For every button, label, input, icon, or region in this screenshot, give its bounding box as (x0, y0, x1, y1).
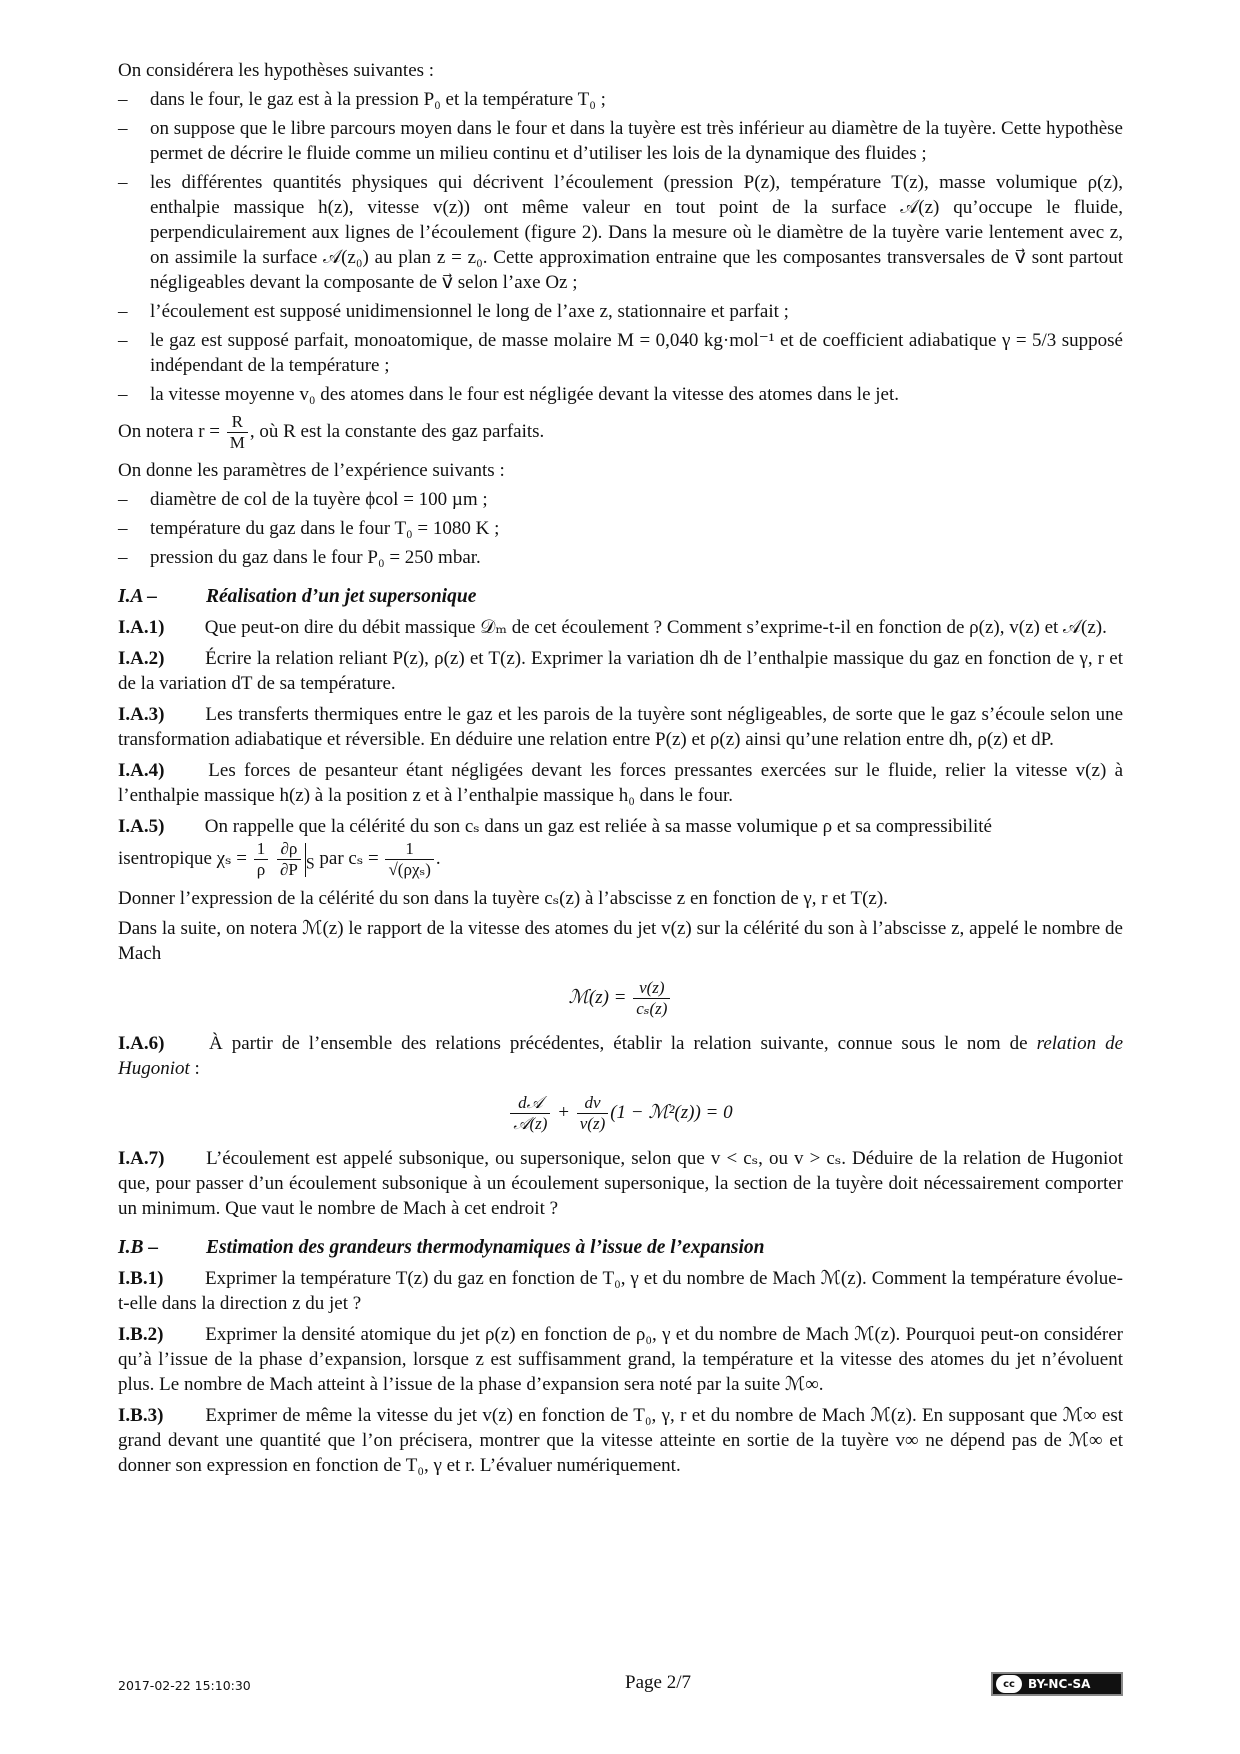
question-text: Les transferts thermiques entre le gaz et les parois de la tuyère sont négligeables, de sorte que le gaz s’écoule selon une transformation adiabatique et réversible. En déduire une relation entre P(z) et ρ(z) ainsi qu’une relation entre dh, ρ(z) et dP. (118, 704, 1123, 750)
question-text: par cₛ = (319, 847, 379, 869)
question-text: À partir de l’ensemble des relations précédentes, établir la relation suivante, connue sous le nom de (209, 1033, 1028, 1054)
question-text: isentropique χₛ = (118, 847, 247, 869)
question-text: Les forces de pesanteur étant négligées devant les forces pressantes exercées sur le fluide, relier la vitesse v(z) à l’enthalpie massique h(z) à la position z et à l’enthalpie massique h₀ dans le four. (118, 760, 1123, 806)
question-number: I.A.6) (118, 1033, 165, 1054)
section-number: I.A – (118, 586, 158, 607)
frac-num: ∂ρ (277, 839, 301, 860)
r-frac-num: R (227, 412, 248, 433)
mach-fraction (633, 978, 670, 1019)
question-b1 (118, 1266, 1123, 1316)
document-body (118, 58, 1123, 1484)
question-a4 (118, 758, 1123, 808)
question-a2 (118, 646, 1123, 696)
question-number: I.B.1) (118, 1268, 164, 1289)
frac-num: 1 (254, 839, 269, 860)
hugoniot-frac-velocity (577, 1093, 608, 1134)
question-a7 (118, 1146, 1123, 1221)
r-frac-den: M (229, 433, 245, 452)
italic-term: relation de Hugoniot (118, 1033, 1124, 1079)
license-text: BY-NC-SA (1028, 1677, 1091, 1691)
params-intro: On donne les paramètres de l’expérience suivants : (118, 460, 505, 481)
section-number: I.B – (118, 1237, 159, 1258)
mach-lhs: ℳ(z) = (568, 986, 627, 1008)
mach-equation (118, 978, 1123, 1019)
subscript-s: S (305, 855, 315, 873)
license-badge (991, 1672, 1123, 1696)
question-a6 (118, 1031, 1123, 1081)
fraction-one-over-rho (254, 839, 269, 880)
hugoniot-tail: (1 − ℳ²(z)) = 0 (610, 1101, 733, 1123)
frac-den: 𝒜(z) (513, 1114, 548, 1133)
question-b2 (118, 1322, 1123, 1397)
page-footer (118, 1672, 1123, 1702)
question-number: I.B.3) (118, 1405, 164, 1426)
hugoniot-frac-area (510, 1093, 550, 1134)
plus-sign: + (557, 1101, 570, 1123)
frac-num: d𝒜 (510, 1093, 550, 1114)
frac-den: ρ (256, 860, 266, 879)
fraction-sound-speed (385, 839, 433, 880)
hypothesis-item: – l’écoulement est supposé unidimensionnel le long de l’axe z, stationnaire et parfait ; (118, 299, 1123, 324)
hypotheses-intro: On considérera les hypothèses suivantes : (118, 60, 435, 81)
frac-num: dv (577, 1093, 608, 1114)
question-a1 (118, 615, 1123, 640)
hypothesis-item: – la vitesse moyenne v₀ des atomes dans le four est négligée devant la vitesse des atomes dans le jet. (118, 382, 1123, 407)
r-fraction (227, 412, 248, 453)
question-number: I.B.2) (118, 1324, 164, 1345)
param-item: – diamètre de col de la tuyère ϕcol = 100 µm ; (118, 487, 1123, 512)
frac-num: 1 (385, 839, 433, 860)
question-text: Écrire la relation reliant P(z), ρ(z) et T(z). Exprimer la variation dh de l’enthalpie massique du gaz en fonction de γ, r et de la variation dT de sa température. (118, 648, 1123, 694)
creative-commons-icon: cc (996, 1675, 1022, 1693)
page-number: Page 2/7 (625, 1672, 691, 1693)
section-title: Estimation des grandeurs thermodynamiques à l’issue de l’expansion (206, 1237, 765, 1258)
celerity-instruction: Donner l’expression de la célérité du son dans la tuyère cₛ(z) à l’abscisse z en fonction de γ, r et T(z). (118, 888, 888, 909)
question-number: I.A.1) (118, 617, 165, 638)
period: . (435, 847, 441, 869)
hypothesis-item: – dans le four, le gaz est à la pression P₀ et la température T₀ ; (118, 87, 1123, 112)
question-text: L’écoulement est appelé subsonique, ou supersonique, selon que v < cₛ, ou v > cₛ. Déduire de la relation de Hugoniot que, pour passer d’un écoulement subsonique à un écoulement supersonique, la section de la tuyère doit nécessairement comporter un minimum. Que vaut le nombre de Mach à cet endroit ? (118, 1148, 1124, 1219)
frac-den: √(ρχₛ) (388, 860, 431, 879)
question-text: Que peut-on dire du débit massique 𝒟ₘ de cet écoulement ? Comment s’exprime-t-il en fonction de ρ(z), v(z) et 𝒜(z). (204, 617, 1107, 638)
question-text: On rappelle que la célérité du son cₛ dans un gaz est reliée à sa masse volumique ρ et sa compressibilité (204, 816, 992, 837)
section-heading-a (118, 584, 1123, 609)
question-text: Exprimer la température T(z) du gaz en fonction de T₀, γ et du nombre de Mach ℳ(z). Comment la température évolue-t-elle dans la direction z du jet ? (118, 1268, 1124, 1314)
notation-pre: On notera r = (118, 420, 220, 442)
section-title: Réalisation d’un jet supersonique (206, 586, 477, 607)
hypotheses-list (118, 87, 1123, 407)
timestamp: 2017-02-22 15:10:30 (118, 1678, 251, 1693)
frac-den: v(z) (579, 1114, 606, 1133)
hypothesis-item: – les différentes quantités physiques qui décrivent l’écoulement (pression P(z), température T(z), masse volumique ρ(z), enthalpie massique h(z), vitesse v(z)) ont même valeur en tout point de la surface 𝒜(z) qu’occupe le fluide, perpendiculairement aux lignes de l’écoulement (figure 2). Dans la mesure où le diamètre de la tuyère varie lentement avec z, on assimile la surface 𝒜(z₀) au plan z = z₀. Cette approximation entraine que les composantes transversales de v⃗ sont partout négligeables devant la composante de v⃗ selon l’axe Oz ; (118, 170, 1123, 295)
colon: : (189, 1058, 200, 1079)
hypothesis-item: – on suppose que le libre parcours moyen dans le four et dans la tuyère est très inférieur au diamètre de la tuyère. Cette hypothèse permet de décrire le fluide comme un milieu continu et d’utiliser les lois de la dynamique des fluides ; (118, 116, 1123, 166)
frac-num: v(z) (633, 978, 670, 999)
hugoniot-equation (118, 1093, 1123, 1134)
hypothesis-item: – le gaz est supposé parfait, monoatomique, de masse molaire M = 0,040 kg·mol⁻¹ et de coefficient adiabatique γ = 5/3 supposé indépendant de la température ; (118, 328, 1123, 378)
section-heading-b (118, 1235, 1123, 1260)
mach-intro: Dans la suite, on notera ℳ(z) le rapport de la vitesse des atomes du jet v(z) sur la célérité du son à l’abscisse z, appelé le nombre de Mach (118, 918, 1123, 964)
question-number: I.A.7) (118, 1148, 165, 1169)
param-item: – pression du gaz dans le four P₀ = 250 mbar. (118, 545, 1123, 570)
question-number: I.A.4) (118, 760, 165, 781)
param-item: – température du gaz dans le four T₀ = 1080 K ; (118, 516, 1123, 541)
question-text: Exprimer la densité atomique du jet ρ(z) en fonction de ρ₀, γ et du nombre de Mach ℳ(z). Pourquoi peut-on considérer qu’à l’issue de la phase d’expansion, lorsque z est suffisamment grand, la température et la vitesse des atomes du jet n’évoluent plus. Le nombre de Mach atteint à l’issue de la phase d’expansion sera noté par la suite ℳ∞. (118, 1324, 1124, 1395)
question-number: I.A.3) (118, 704, 165, 725)
question-a3 (118, 702, 1123, 752)
question-number: I.A.5) (118, 816, 165, 837)
notation-line (118, 412, 1123, 453)
params-list (118, 487, 1123, 570)
frac-den: ∂P (279, 860, 298, 879)
question-a5 (118, 814, 1123, 880)
question-text: Exprimer de même la vitesse du jet v(z) en fonction de T₀, γ, r et du nombre de Mach ℳ(z). En supposant que ℳ∞ est grand devant une quantité que l’on précisera, montrer que la vitesse atteinte en sortie de la tuyère v∞ ne dépend pas de ℳ∞ et donner son expression en fonction de T₀, γ et r. L’évaluer numériquement. (118, 1405, 1123, 1476)
frac-den: cₛ(z) (636, 999, 668, 1018)
notation-post: , où R est la constante des gaz parfaits. (249, 420, 545, 442)
question-number: I.A.2) (118, 648, 165, 669)
fraction-partial (277, 839, 301, 880)
question-b3 (118, 1403, 1123, 1478)
